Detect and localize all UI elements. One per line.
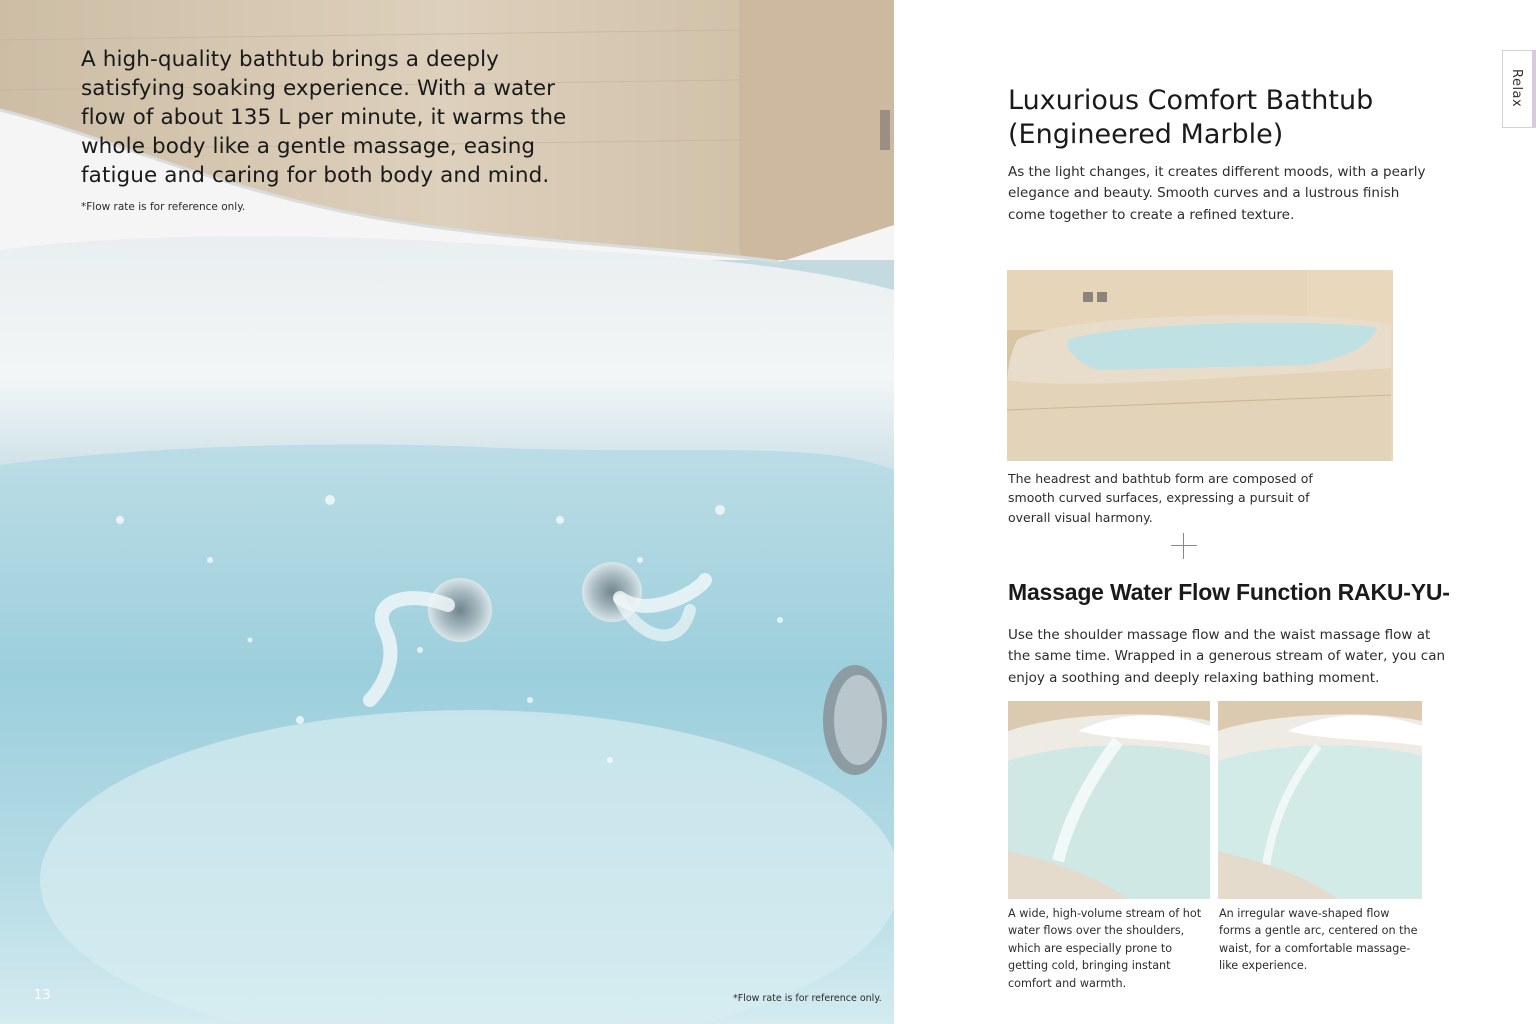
bathtub-photo-caption: The headrest and bathtub form are composed of smooth curved surfaces, expressing a pursuit of overall visual harmony. (1008, 471, 1313, 525)
section-tab-relax[interactable] (1502, 50, 1536, 128)
waist-flow-caption: An irregular wave-shaped flow forms a gentle arc, centered on the waist, for a comfortable massage-like experience. (1219, 907, 1418, 973)
hero-flow-note: *Flow rate is for reference only. (81, 201, 246, 213)
section-body-comfort-bathtub: As the light changes, it creates different moods, with a pearly elegance and beauty. Smooth curves and a lustrous finish come together to create a refined texture. (1008, 164, 1426, 223)
plus-divider-icon (1171, 533, 1197, 559)
shoulder-flow-caption: A wide, high-volume stream of hot water flows over the shoulders, which are especially prone to getting cold, bringing instant comfort and warmth. (1008, 907, 1202, 990)
section-body-massage-flow: Use the shoulder massage flow and the waist massage flow at the same time. Wrapped in a generous stream of water, you can enjoy a soothing and deeply relaxing bathing moment. (1008, 627, 1446, 686)
section-title-comfort-bathtub: Luxurious Comfort Bathtub (Engineered Marble) (1008, 85, 1374, 150)
waist-flow-photo (1218, 701, 1422, 899)
bottom-flow-note: *Flow rate is for reference only. (733, 993, 882, 1004)
section-title-massage-flow: Massage Water Flow Function RAKU-YU- (1008, 579, 1450, 605)
section-tab-label: Relax (1509, 69, 1524, 108)
bathtub-photo (1007, 270, 1393, 461)
hero-lead-text: A high-quality bathtub brings a deeply satisfying soaking experience. With a water flow of about 135 L per minute, it warms the whole body like a gentle massage, easing fatigue and caring for both body and mind. (81, 47, 567, 188)
page-number: 13 (34, 988, 51, 1003)
shoulder-flow-photo (1008, 701, 1210, 899)
